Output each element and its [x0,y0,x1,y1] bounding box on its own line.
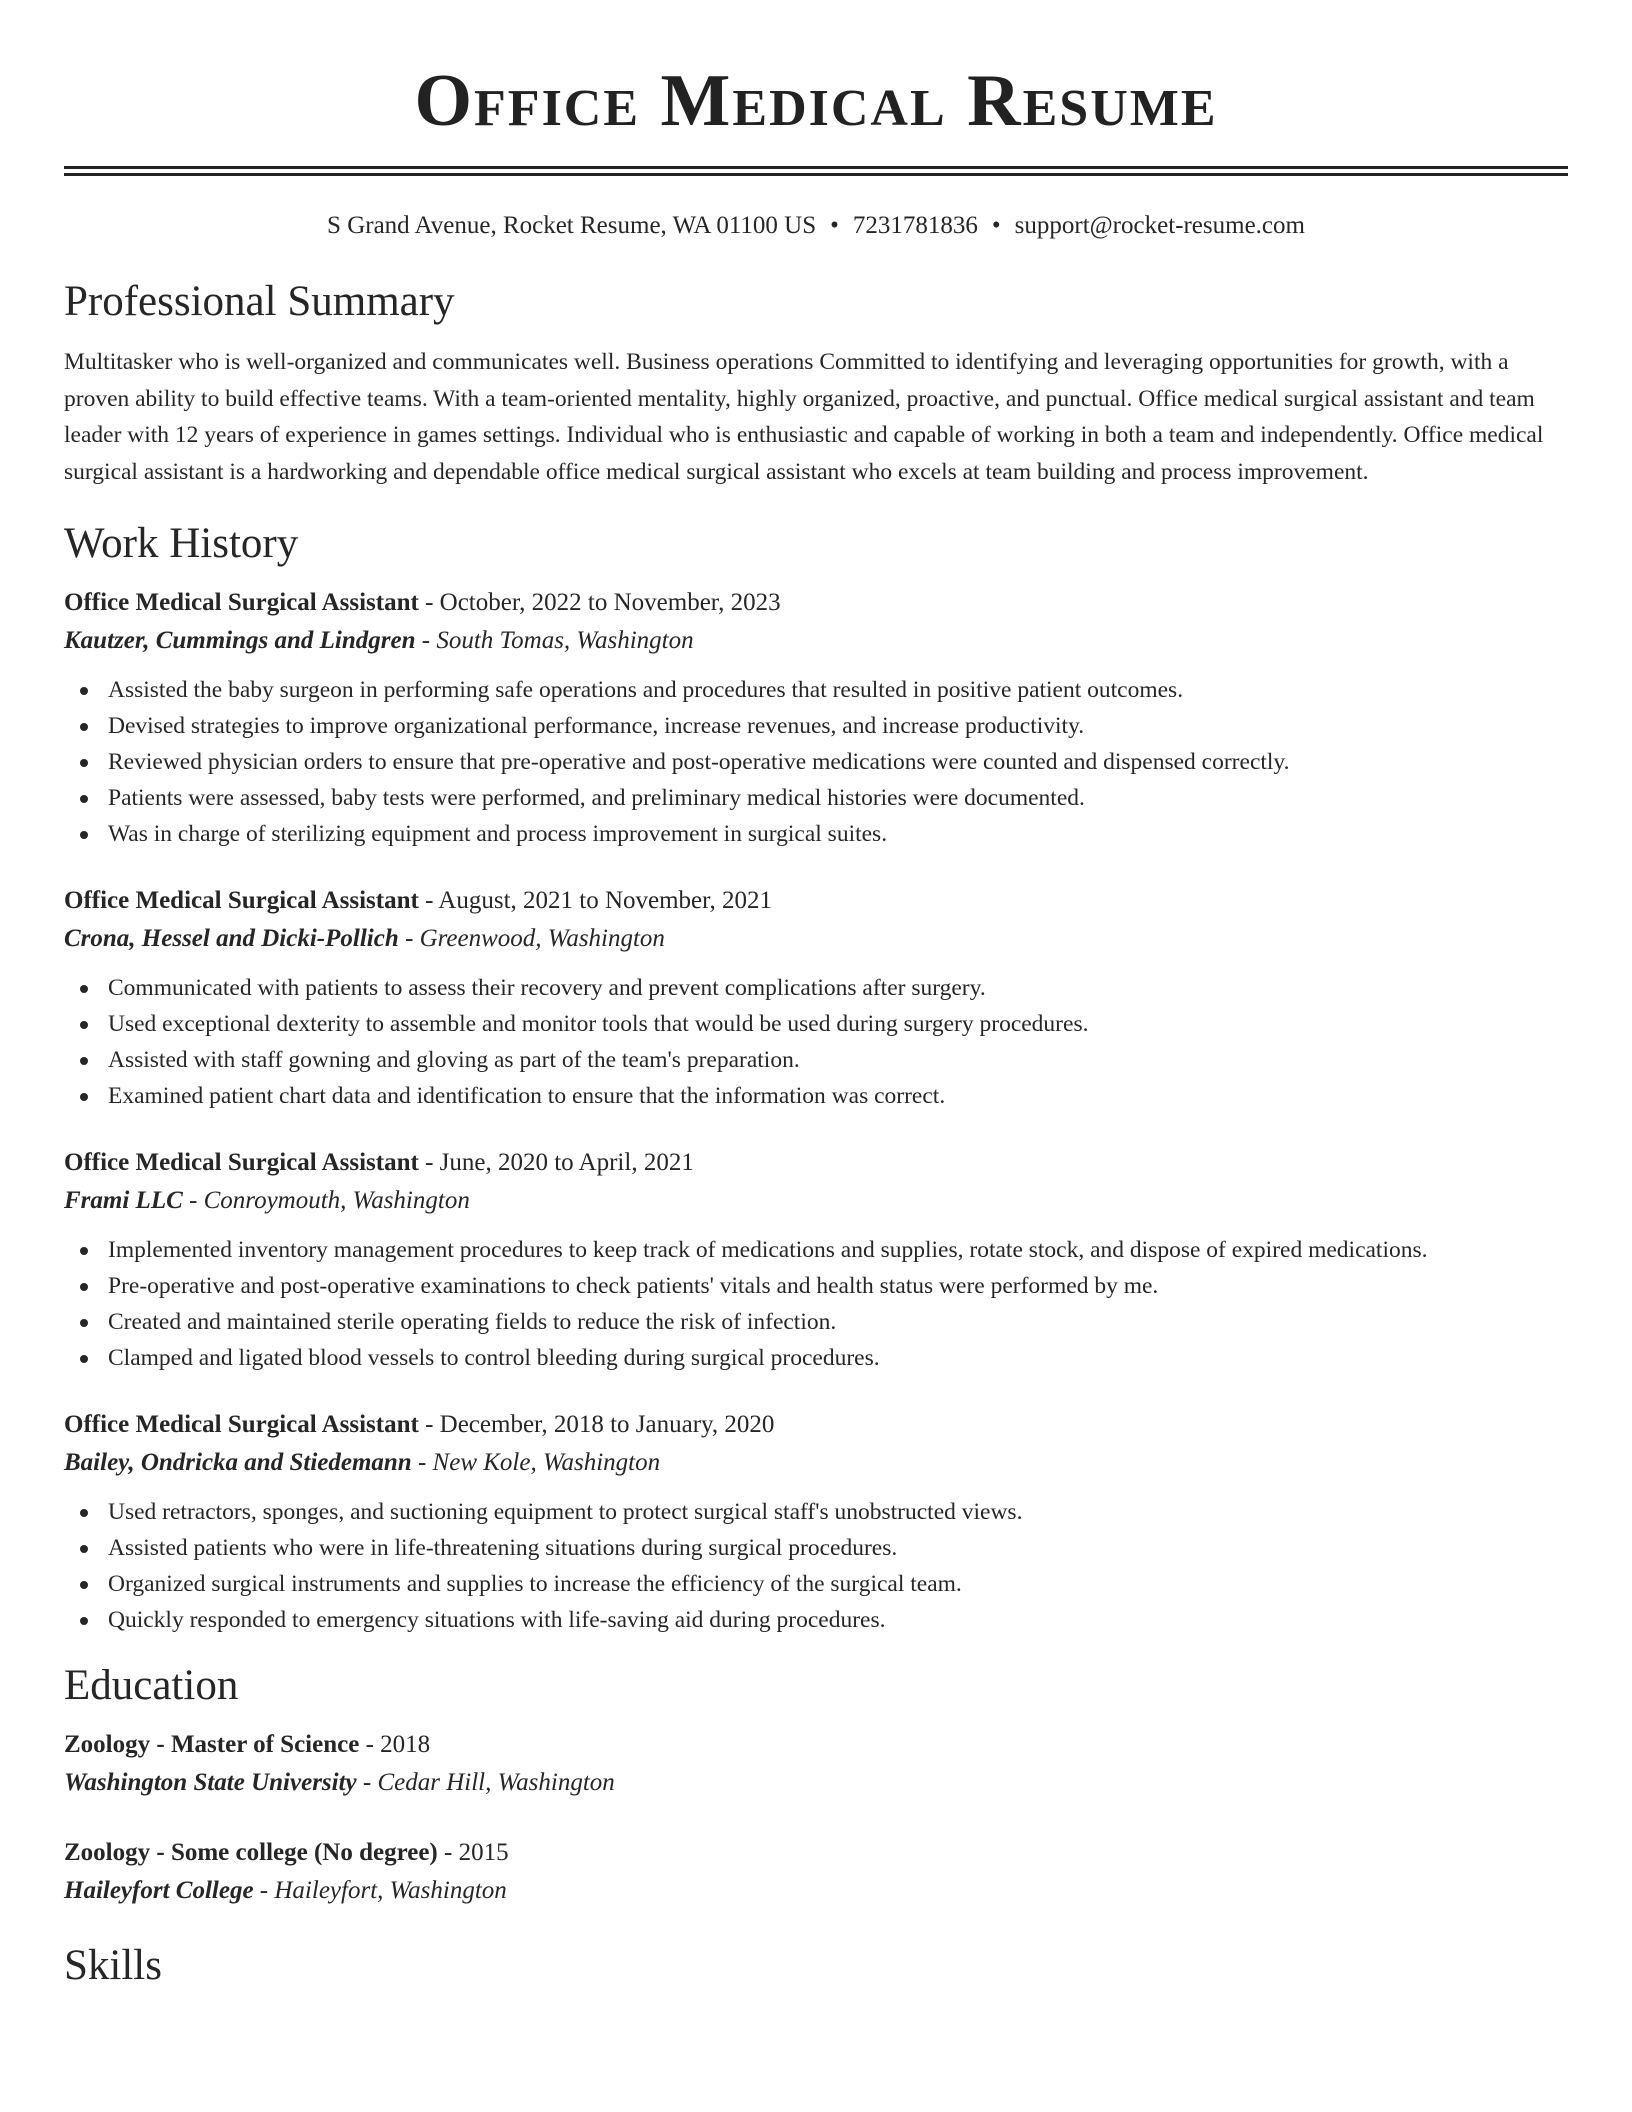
work-history-heading: Work History [64,520,299,567]
education-degree: Zoology - Some college (No degree) [64,1839,438,1866]
job-title-line: Office Medical Surgical Assistant - December, 2018 to January, 2020 [64,1411,775,1438]
job-company-line: Kautzer, Cummings and Lindgren - South Tomas, Washington [64,627,694,654]
job-location: New Kole, Washington [432,1449,661,1476]
contact-phone: 7231781836 [852,212,978,239]
bullet-dot-icon [80,1319,88,1327]
bullet-dot-icon [80,1581,88,1589]
bullet-dot-icon [80,985,88,993]
job-bullet-text: Used retractors, sponges, and suctioning equipment to protect surgical staff's unobstructed views. [108,1499,1023,1525]
job-bullet-text: Examined patient chart data and identification to ensure that the information was correct. [108,1083,946,1109]
job-bullet-text: Assisted with staff gowning and gloving as part of the team's preparation. [108,1047,800,1073]
job-role: Office Medical Surgical Assistant [64,589,419,616]
bullet-dot-icon [80,759,88,767]
job-bullet [64,970,1568,1006]
bullet-dot-icon [80,831,88,839]
job-bullet [64,1530,1568,1566]
job-role: Office Medical Surgical Assistant [64,1411,419,1438]
job-bullet [64,1232,1568,1268]
contact-separator: • [991,212,1001,239]
job-company: Kautzer, Cummings and Lindgren [64,627,416,654]
job-bullet [64,1006,1568,1042]
education-year: 2018 [380,1731,431,1758]
job-bullet-text: Quickly responded to emergency situations with life-saving aid during procedures. [108,1607,886,1633]
education-school: Haileyfort College [64,1877,254,1904]
job-company: Frami LLC [64,1187,183,1214]
bullet-dot-icon [80,1545,88,1553]
job-dates: June, 2020 to April, 2021 [439,1149,694,1176]
job-bullet-text: Pre-operative and post-operative examinations to check patients' vitals and health status were performed by me. [108,1273,1159,1299]
education-school: Washington State University [64,1769,357,1796]
education-location: Haileyfort, Washington [274,1877,507,1904]
resume-title: Office Medical Resume [414,60,1218,142]
bullet-dot-icon [80,687,88,695]
job-location: Conroymouth, Washington [203,1187,470,1214]
job-entry [64,882,1568,1114]
bullet-dot-icon [80,795,88,803]
contact-address: S Grand Avenue, Rocket Resume, WA 01100 US [327,212,817,239]
education-heading: Education [64,1662,239,1709]
contact-separator: • [830,212,839,239]
job-bullet [64,708,1568,744]
job-company-line: Frami LLC - Conroymouth, Washington [64,1187,470,1214]
job-bullet-text: Clamped and ligated blood vessels to control bleeding during surgical procedures. [108,1345,880,1371]
job-role: Office Medical Surgical Assistant [64,1149,419,1176]
job-bullet-text: Reviewed physician orders to ensure that pre-operative and post-operative medications were counted and dispensed correctly. [108,749,1290,775]
education-school-line: Washington State University - Cedar Hill, Washington [64,1769,615,1796]
education-year: 2015 [458,1839,509,1866]
job-dates: October, 2022 to November, 2023 [439,589,781,616]
bullet-dot-icon [80,1617,88,1625]
skills-heading: Skills [64,1942,162,1989]
summary-heading: Professional Summary [64,278,455,325]
bullet-dot-icon [80,1247,88,1255]
job-bullet [64,1566,1568,1602]
job-bullet [64,744,1568,780]
education-entry [64,1834,1568,1910]
job-bullet-list [64,1232,1568,1376]
bullet-dot-icon [80,1283,88,1291]
job-bullet-list [64,970,1568,1114]
job-bullet-text: Devised strategies to improve organizational performance, increase revenues, and increase productivity. [108,713,1085,739]
contact-line [64,210,1568,242]
job-title-line: Office Medical Surgical Assistant - June, 2020 to April, 2021 [64,1149,694,1176]
bullet-dot-icon [80,1355,88,1363]
job-bullet-text: Communicated with patients to assess their recovery and prevent complications after surgery. [108,975,986,1001]
bullet-dot-icon [80,1057,88,1065]
job-bullet-text: Implemented inventory management procedures to keep track of medications and supplies, rotate stock, and dispose of expired medications. [108,1237,1428,1263]
job-bullet-text: Patients were assessed, baby tests were performed, and preliminary medical histories were documented. [108,785,1085,811]
education-degree: Zoology - Master of Science [64,1731,360,1758]
education-degree-line: Zoology - Some college (No degree) - 2015 [64,1839,509,1866]
job-bullet-text: Organized surgical instruments and supplies to increase the efficiency of the surgical team. [108,1571,962,1597]
job-bullet-text: Used exceptional dexterity to assemble and monitor tools that would be used during surgery procedures. [108,1011,1089,1037]
education-location: Cedar Hill, Washington [377,1769,615,1796]
job-bullet-text: Assisted patients who were in life-threatening situations during surgical procedures. [108,1535,898,1561]
job-bullet-list [64,672,1568,852]
job-bullet [64,816,1568,852]
job-title-line: Office Medical Surgical Assistant - August, 2021 to November, 2021 [64,887,772,914]
education-school-line: Haileyfort College - Haileyfort, Washington [64,1877,507,1904]
job-location: Greenwood, Washington [419,925,665,952]
job-entry [64,1406,1568,1638]
job-company: Crona, Hessel and Dicki-Pollich [64,925,399,952]
job-bullet-text: Created and maintained sterile operating fields to reduce the risk of infection. [108,1309,837,1335]
job-role: Office Medical Surgical Assistant [64,887,419,914]
bullet-dot-icon [80,723,88,731]
job-bullet [64,1042,1568,1078]
job-dates: December, 2018 to January, 2020 [439,1411,775,1438]
job-bullet-text: Was in charge of sterilizing equipment and process improvement in surgical suites. [108,821,888,847]
job-entry [64,1144,1568,1376]
job-bullet [64,672,1568,708]
job-bullet [64,1602,1568,1638]
job-bullet [64,1494,1568,1530]
job-bullet [64,1340,1568,1376]
job-bullet-list [64,1494,1568,1638]
bullet-dot-icon [80,1509,88,1517]
job-bullet [64,780,1568,816]
summary-text: Multitasker who is well-organized and communicates well. Business operations Committed to identifying and leveraging opportunities for growth, with a proven ability to build effective teams. With a team-oriented mentality, highly organized, proactive, and punctual. Office medical surgical assistant and team leader with 12 years of experience in games settings. Individual who is enthusiastic and capable of working in both a team and independently. Office medical surgical assistant is a hardworking and dependable office medical surgical assistant who excels at team building and process improvement. [64,349,1544,485]
job-dates: August, 2021 to November, 2021 [438,887,772,914]
bullet-dot-icon [80,1093,88,1101]
job-bullet-text: Assisted the baby surgeon in performing safe operations and procedures that resulted in positive patient outcomes. [108,677,1184,703]
job-company: Bailey, Ondricka and Stiedemann [64,1449,412,1476]
job-location: South Tomas, Washington [436,627,694,654]
job-company-line: Crona, Hessel and Dicki-Pollich - Greenwood, Washington [64,925,665,952]
contact-email: support@rocket-resume.com [1014,212,1305,239]
job-bullet [64,1078,1568,1114]
education-entry [64,1726,1568,1802]
bullet-dot-icon [80,1021,88,1029]
title-double-rule [64,166,1568,176]
job-entry [64,584,1568,852]
job-title-line: Office Medical Surgical Assistant - October, 2022 to November, 2023 [64,589,781,616]
job-company-line: Bailey, Ondricka and Stiedemann - New Kole, Washington [64,1449,661,1476]
job-bullet [64,1268,1568,1304]
education-degree-line: Zoology - Master of Science - 2018 [64,1731,431,1758]
job-bullet [64,1304,1568,1340]
